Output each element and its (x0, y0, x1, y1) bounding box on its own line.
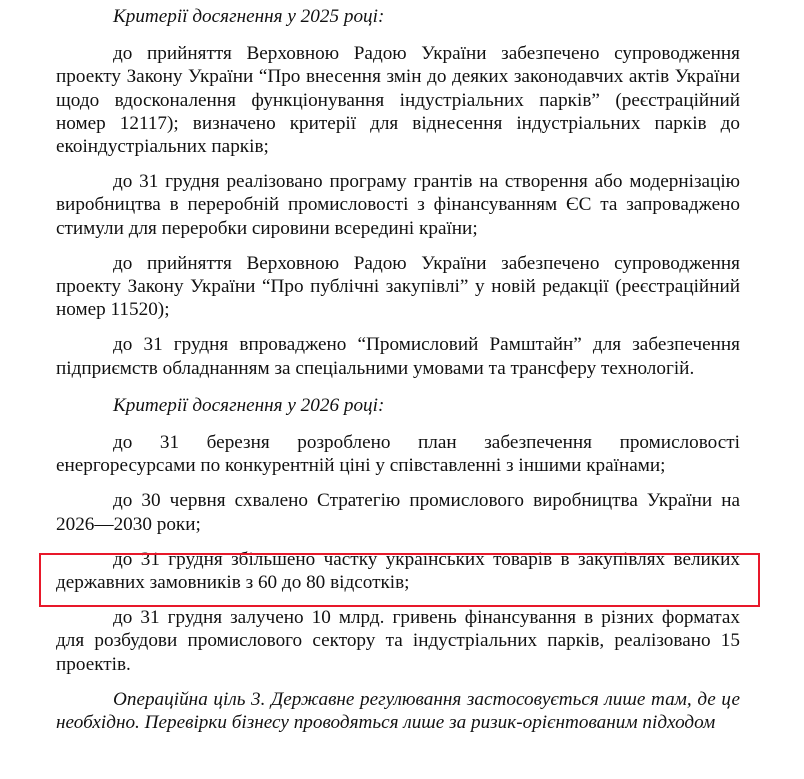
criteria-2026-heading: Критерії досягнення у 2026 році: (113, 394, 385, 416)
paragraph-2025-1: до прийняття Верховною Радою України забезпечено супроводження проекту Закону України “Про внесення змін до деяких законодавчих актів України щодо вдосконалення функціонування індустріальних парків” (реєстраційний номер 12117); визначено критерії для віднесення індустріальних парків до екоіндустріальних парків; (56, 43, 740, 158)
paragraph-2026-3: до 31 грудня збільшено частку українських товарів в закупівлях великих державних замовників з 60 до 80 відсотків; (56, 548, 740, 594)
criteria-2025-heading: Критерії досягнення у 2025 році: (113, 6, 385, 27)
paragraph-2026-2: до 30 червня схвалено Стратегію промислового виробництва України на 2026—2030 роки; (56, 490, 740, 535)
paragraph-2025-4: до 31 грудня впроваджено “Промисловий Рамштайн” для забезпечення підприємств обладнанням за спеціальними умовами та трансферу технологій. (56, 334, 740, 379)
paragraph-2025-3: до прийняття Верховною Радою України забезпечено супроводження проекту Закону України “Про публічні закупівлі” у новій редакції (реєстраційний номер 11520); (56, 252, 740, 321)
paragraph-2025-2: до 31 грудня реалізовано програму грантів на створення або модернізацію виробництва в переробній промисловості з фінансуванням ЄС та запроваджено стимули для переробки сировини всередині країни; (56, 171, 740, 239)
paragraph-2026-4: до 31 грудня залучено 10 млрд. гривень фінансування в різних форматах для розбудови промислового сектору та індустріальних парків, реалізовано 15 проектів. (56, 607, 740, 675)
operational-goal-3: Операційна ціль 3. Державне регулювання застосовується лише там, де це необхідно. Перевірки бізнесу проводяться лише за ризик-орієнтованим підходом (56, 688, 740, 734)
document-page (56, 0, 740, 734)
paragraph-2026-1: до 31 березня розроблено план забезпечення промисловості енергоресурсами по конкурентній ціні у співставленні з іншими країнами; (56, 432, 740, 477)
